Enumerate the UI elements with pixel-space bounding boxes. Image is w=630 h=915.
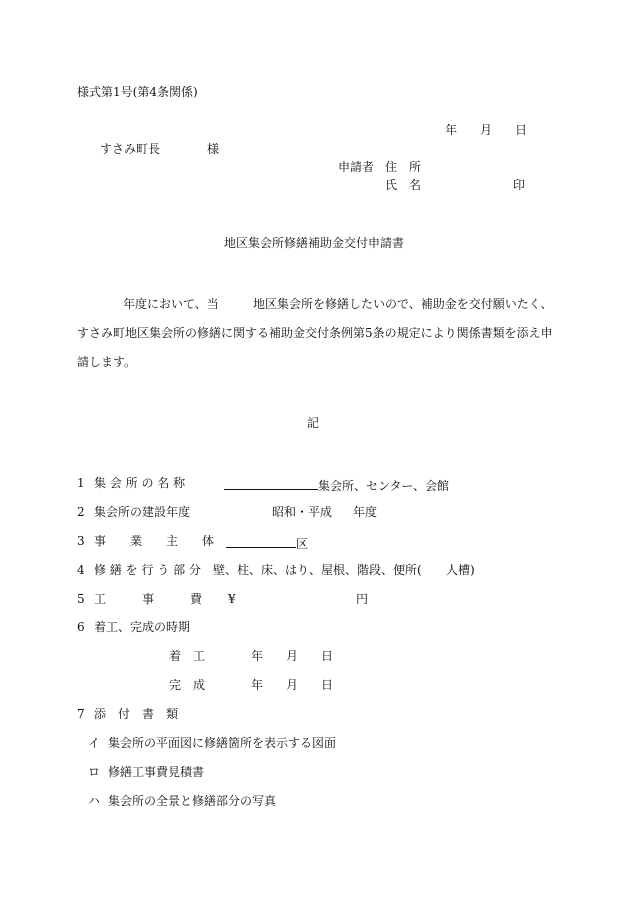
item4-value-end: 人槽) <box>446 563 475 577</box>
item7-doc3-text: 集会所の全景と修繕部分の写真 <box>108 794 277 808</box>
item1-blank <box>224 477 318 490</box>
body-line1-b: 地区集会所を修繕したいので、補助金を交付願いたく、 <box>253 297 553 311</box>
ki-mark: 記 <box>307 416 320 430</box>
date-month: 月 <box>480 123 493 137</box>
item6-start-day: 日 <box>321 649 334 663</box>
item1-number: 1 <box>77 476 85 490</box>
item6-number: 6 <box>77 620 85 634</box>
item6-finish-year: 年 <box>251 678 264 692</box>
applicant-address-label: 住 所 <box>385 160 422 174</box>
body-line3: 請します。 <box>77 355 137 369</box>
document-title: 地区集会所修繕補助金交付申請書 <box>224 236 405 250</box>
item6-start-month: 月 <box>286 649 299 663</box>
item7-number: 7 <box>77 707 85 721</box>
item5-label: 工 事 費 <box>94 592 203 606</box>
date-day: 日 <box>515 123 528 137</box>
item6-finish-month: 月 <box>286 678 299 692</box>
form-number: 様式第1号(第4条関係) <box>77 85 198 99</box>
body-line2: すさみ町地区集会所の修繕に関する補助金交付条例第5条の規定により関係書類を添え申 <box>77 326 553 340</box>
item7-doc1-text: 集会所の平面図に修繕箇所を表示する図面 <box>108 736 337 750</box>
applicant-role: 申請者 <box>338 160 375 174</box>
item6-start-label: 着 工 <box>169 649 206 663</box>
item6-start-year: 年 <box>251 649 264 663</box>
item2-number: 2 <box>77 505 85 519</box>
item3-suffix: 区 <box>296 537 309 551</box>
item1-label: 集 会 所 の 名 称 <box>94 476 186 490</box>
item3-blank <box>226 535 296 548</box>
addressee-name: すさみ町長 <box>100 142 161 156</box>
item7-doc2-mark: ロ <box>88 765 101 779</box>
item3-label: 事 業 主 体 <box>94 534 215 548</box>
item7-doc1-mark: イ <box>88 736 101 750</box>
item2-label: 集会所の建設年度 <box>94 505 191 519</box>
item6-finish-label: 完 成 <box>169 678 206 692</box>
item4-number: 4 <box>77 563 85 577</box>
body-line1-a: 年度において、当 <box>123 297 219 311</box>
item5-yen-mark: ¥ <box>228 592 236 606</box>
item6-finish-day: 日 <box>321 678 334 692</box>
applicant-name-label: 氏 名 <box>385 178 422 192</box>
item6-label: 着工、完成の時期 <box>94 620 191 634</box>
item7-label: 添 付 書 類 <box>94 707 179 721</box>
item4-value: 壁、柱、床、はり、屋根、階段、便所( <box>213 563 422 577</box>
applicant-seal: 印 <box>513 178 526 192</box>
item5-yen-unit: 円 <box>356 592 369 606</box>
item4-label: 修 繕 を 行 う 部 分 <box>94 563 201 577</box>
item5-number: 5 <box>77 592 85 606</box>
item3-number: 3 <box>77 534 85 548</box>
date-year: 年 <box>445 123 458 137</box>
item7-doc2-text: 修繕工事費見積書 <box>108 765 205 779</box>
item7-doc3-mark: ハ <box>88 794 101 808</box>
item1-value <box>224 477 449 492</box>
addressee-honorific: 様 <box>207 142 220 156</box>
item1-suffix: 集会所、センター、会館 <box>318 479 450 493</box>
item2-era: 昭和・平成 <box>272 505 333 519</box>
item3-value <box>226 535 308 550</box>
item2-unit: 年度 <box>353 505 378 519</box>
